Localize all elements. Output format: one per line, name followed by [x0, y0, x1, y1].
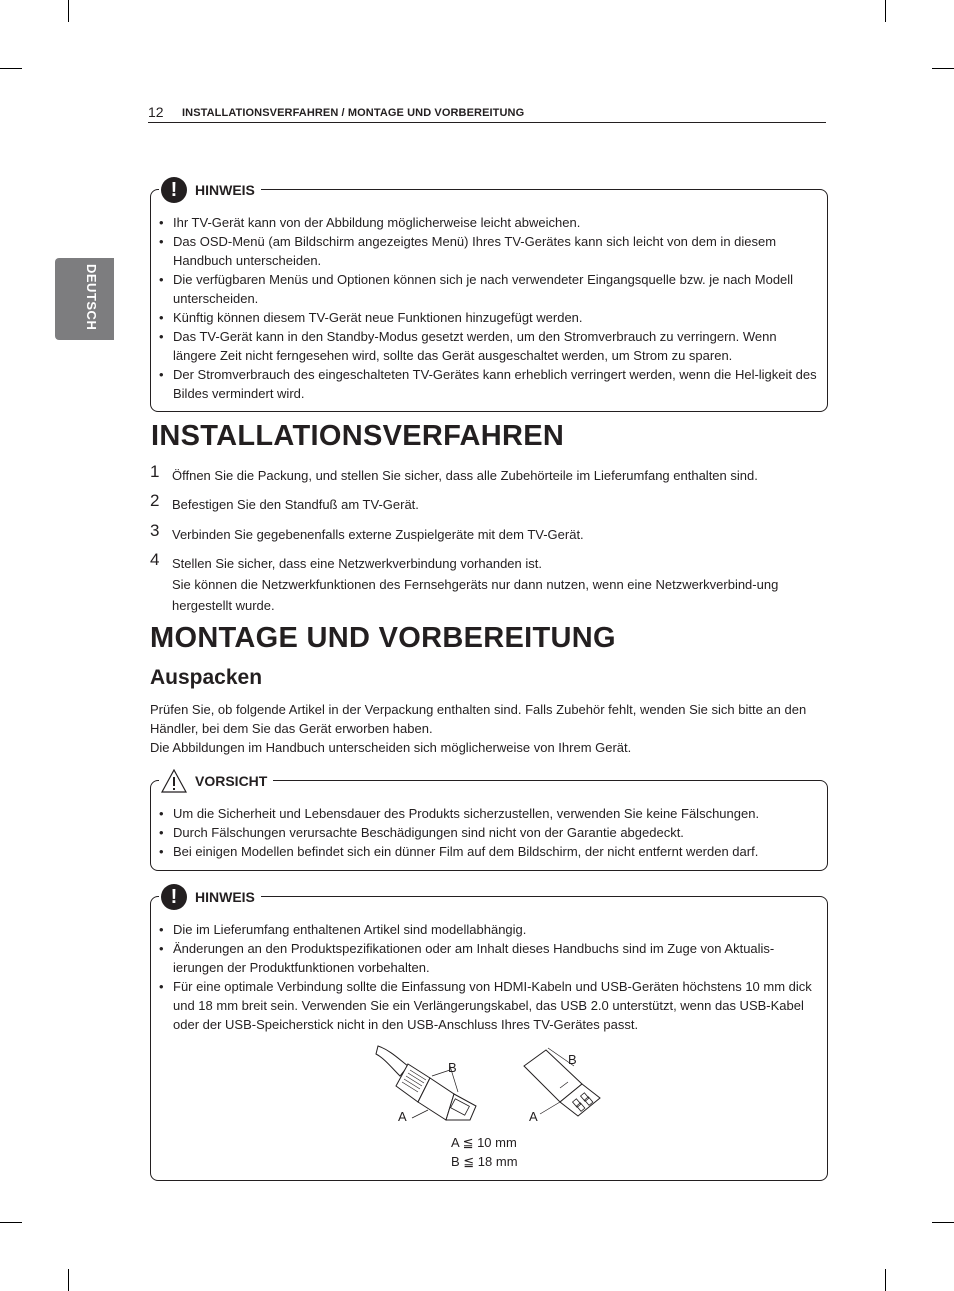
intro-paragraph-2: Die Abbildungen im Handbuch unterscheiden sich möglicherweise von Ihrem Gerät. — [150, 740, 632, 755]
caution-list — [157, 804, 819, 861]
list-item: • Änderungen an den Produktspezifikationen oder am Inhalt dieses Handbuchs sind im Zuge von Aktualis-ierungen der Produktfunktionen vorbehalten. — [157, 939, 819, 977]
note-label: HINWEIS — [195, 889, 255, 905]
note-box-header — [159, 176, 261, 204]
warning-triangle-icon — [161, 769, 187, 793]
list-item: • Künftig können diesem TV-Gerät neue Funktionen hinzugefügt werden. — [157, 308, 819, 327]
dimension-spec-a: A ≦ 10 mm — [451, 1135, 517, 1150]
crop-mark — [885, 1269, 886, 1291]
note-box — [150, 179, 828, 412]
note-list — [157, 213, 819, 403]
page-header — [148, 104, 826, 123]
step-text: Öffnen Sie die Packung, und stellen Sie sicher, dass alle Zubehörteile im Lieferumfang enthalten sind. — [172, 468, 758, 483]
list-item: • Ihr TV-Gerät kann von der Abbildung möglicherweise leicht abweichen. — [157, 213, 819, 232]
dimension-spec-b: B ≦ 18 mm — [451, 1154, 518, 1169]
step-number: 2 — [150, 491, 160, 510]
subsection-title-auspacken: Auspacken — [150, 666, 263, 689]
language-tab-label: DEUTSCH — [84, 264, 99, 331]
list-item: • Das TV-Gerät kann in den Standby-Modus gesetzt werden, um den Stromverbrauch zu verringern. Wenn längere Zeit nicht ferngesehen wird, sollte das Gerät ausgeschaltet werden, um Strom zu sparen. — [157, 327, 819, 365]
caution-box — [150, 773, 828, 871]
note-box-header — [159, 883, 261, 911]
exclamation-icon: ! — [161, 177, 187, 203]
list-item: • Die im Lieferumfang enthaltenen Artikel sind modellabhängig. — [157, 920, 819, 939]
section-title-montage: MONTAGE UND VORBEREITUNG — [150, 622, 616, 654]
crop-mark — [0, 1222, 22, 1223]
list-item: • Die verfügbaren Menüs und Optionen können sich je nach verwendeter Eingangsquelle bzw. je nach Modell unterscheiden. — [157, 270, 819, 308]
step-text-detail: Sie können die Netzwerkfunktionen des Fernsehgeräts nur dann nutzen, wenn eine Netzwerkverbind-ung hergestellt wurde. — [172, 577, 779, 613]
list-item: • Durch Fälschungen verursachte Beschädigungen sind nicht von der Garantie abgedeckt. — [157, 823, 819, 842]
figure-label-a: A — [398, 1109, 407, 1124]
step-number: 3 — [150, 521, 160, 540]
exclamation-icon: ! — [161, 884, 187, 910]
step-number: 1 — [150, 462, 160, 481]
list-item: • Das OSD-Menü (am Bildschirm angezeigtes Menü) Ihres TV-Gerätes kann sich leicht von dem in diesem Handbuch unterscheiden. — [157, 232, 819, 270]
running-title: INSTALLATIONSVERFAHREN / MONTAGE UND VORBEREITUNG — [182, 107, 525, 119]
step-item — [150, 491, 830, 515]
step-text: Stellen Sie sicher, dass eine Netzwerkverbindung vorhanden ist. — [172, 556, 542, 571]
crop-mark — [932, 68, 954, 69]
note-list — [157, 920, 819, 1034]
caution-label: VORSICHT — [195, 773, 268, 789]
section-title-installation: INSTALLATIONSVERFAHREN — [151, 420, 565, 452]
caution-box-header — [159, 767, 273, 795]
crop-mark — [932, 1222, 954, 1223]
note-label: HINWEIS — [195, 182, 255, 198]
crop-mark — [68, 1269, 69, 1291]
crop-mark — [0, 68, 22, 69]
step-number: 4 — [150, 550, 160, 569]
step-text: Befestigen Sie den Standfuß am TV-Gerät. — [172, 497, 419, 512]
list-item: • Der Stromverbrauch des eingeschalteten TV-Gerätes kann erheblich verringert werden, wenn die Hel-ligkeit des Bildes vermindert wird. — [157, 365, 819, 403]
figure-label-a: A — [529, 1109, 538, 1124]
list-item: • Bei einigen Modellen befindet sich ein dünner Film auf dem Bildschirm, der nicht entfernt werden darf. — [157, 842, 819, 861]
list-item: • Für eine optimale Verbindung sollte die Einfassung von HDMI-Kabeln und USB-Geräten höchstens 10 mm dick und 18 mm breit sein. Verwenden Sie ein Verlängerungskabel, das USB 2.0 unterstützt, wenn das USB-Kabel oder der USB-Speicherstick nicht in den USB-Anschluss Ihres TV-Gerätes passt. — [157, 977, 819, 1034]
page-number: 12 — [148, 104, 164, 120]
step-item — [150, 550, 830, 616]
intro-paragraph: Prüfen Sie, ob folgende Artikel in der Verpackung enthalten sind. Falls Zubehör fehlt, wenden Sie sich bitte an den Händler, bei dem Sie das Gerät erworben haben. — [150, 702, 807, 736]
language-tab — [55, 258, 114, 340]
step-item — [150, 462, 830, 486]
crop-mark — [885, 0, 886, 22]
step-text: Verbinden Sie gegebenenfalls externe Zuspielgeräte mit dem TV-Gerät. — [172, 527, 584, 542]
hdmi-cable-illustration — [372, 1040, 487, 1130]
usb-stick-illustration — [520, 1044, 610, 1130]
crop-mark — [68, 0, 69, 22]
figure-label-b: B — [448, 1060, 457, 1075]
list-item: • Um die Sicherheit und Lebensdauer des Produkts sicherzustellen, verwenden Sie keine Fälschungen. — [157, 804, 819, 823]
step-item — [150, 521, 830, 545]
figure-label-b: B — [568, 1052, 577, 1067]
